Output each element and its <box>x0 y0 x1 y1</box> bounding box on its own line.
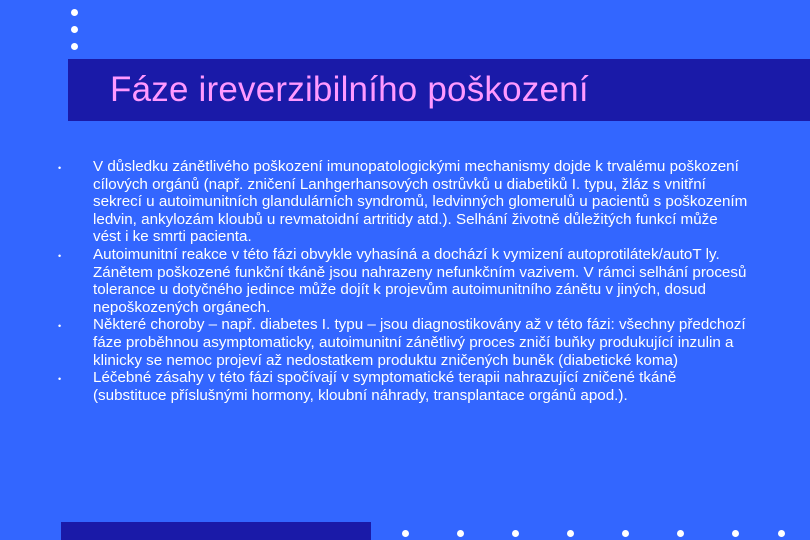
bullet-text: Léčebné zásahy v této fázi spočívají v symptomatické terapii nahrazující zničené tkáně (substituce příslušnými hormony, kloubní náhrady, transplantace orgánů apod.). <box>93 369 677 404</box>
decorative-dot <box>622 530 629 537</box>
decorative-dot <box>71 43 78 50</box>
bullet-icon: • <box>58 374 62 385</box>
bullet-list <box>58 158 748 404</box>
bullet-text: Autoimunitní reakce v této fázi obvykle vyhasíná a dochází k vymizení autoprotilátek/autoT ly. Zánětem poškozené funkční tkáně jsou nahrazeny nefunkčním vazivem. V rámci selhání procesů tolerance u dotyčného jedince může dojít k projevům autoimunitního zánětu v jiných, dosud nepoškozených orgánech. <box>93 245 747 316</box>
decorative-dot <box>677 530 684 537</box>
decorative-dot <box>512 530 519 537</box>
decorative-dot <box>402 530 409 537</box>
decorative-dot <box>778 530 785 537</box>
bottom-band <box>61 522 371 540</box>
list-item <box>58 246 748 316</box>
decorative-dot <box>732 530 739 537</box>
bullet-icon: • <box>58 321 62 332</box>
bullet-text: Některé choroby – např. diabetes I. typu – jsou diagnostikovány až v této fázi: všechny předchozí fáze proběhnou asymptomaticky, autoimunitní zánětlivý proces zničí buňky produkující inzulin a klinicky se nemoc projeví až nedostatkem produktu zničených buněk (diabetické koma) <box>93 316 746 369</box>
bullet-icon: • <box>58 250 62 261</box>
decorative-dot <box>71 26 78 33</box>
list-item <box>58 158 748 246</box>
bullet-text: V důsledku zánětlivého poškození imunopatologickými mechanismy dojde k trvalému poškození cílových orgánů (např. zničení Lanhgerhansových ostrůvků u diabetiků I. typu, žláz s vnitřní sekrecí u autoimunitních glandulárních syndromů, ledvinných glomerulů u pacientů s poškozením ledvin, ankylozám kloubů u revmatoidní artritidy atd.). Selhání životně důležitých funkcí může vést i ke smrti pacienta. <box>93 158 748 246</box>
decorative-dot <box>71 9 78 16</box>
bullet-icon: • <box>58 163 62 173</box>
list-item <box>58 316 748 369</box>
slide-title: Fáze ireverzibilního poškození <box>110 70 589 109</box>
decorative-dot <box>567 530 574 537</box>
decorative-dot <box>457 530 464 537</box>
list-item <box>58 369 748 404</box>
